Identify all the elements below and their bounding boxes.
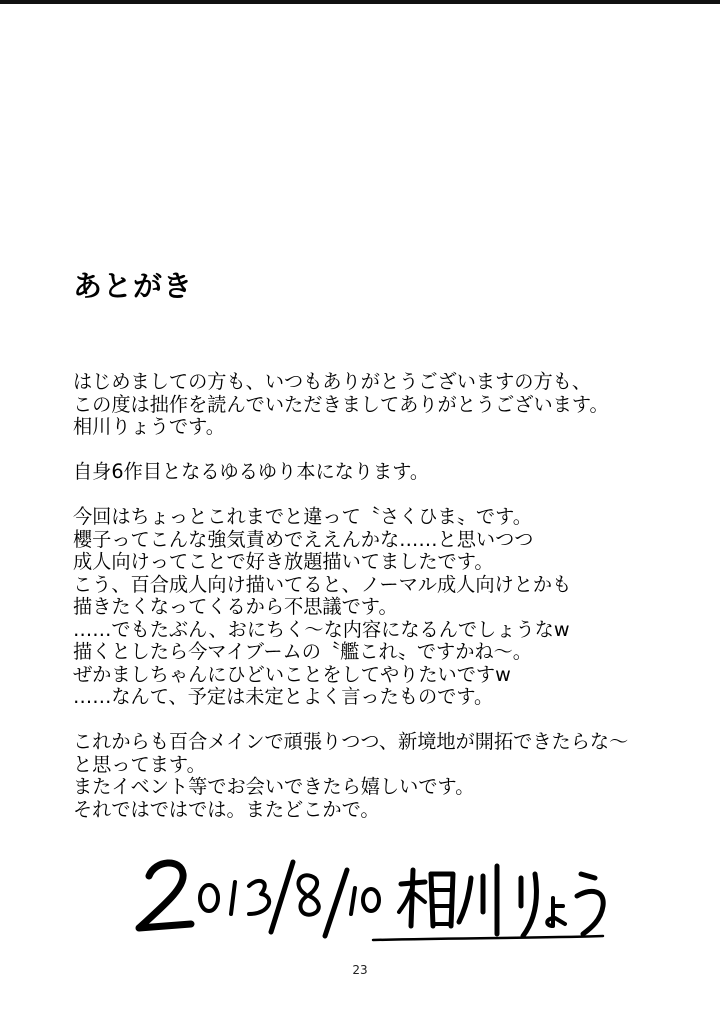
text-line: こう、百合成人向け描いてると、ノーマル成人向けとかも (73, 572, 572, 596)
text-line: ぜかましちゃんにひどいことをしてやりたいですw (73, 662, 511, 686)
text-line: ……でもたぶん、おにちく～な内容になるんでしょうなw (73, 617, 570, 641)
text-line: 描くとしたら今マイブームの〝艦これ〟ですかね～。 (73, 640, 532, 663)
text-line: ……なんて、予定は未定とよく言ったものです。 (73, 685, 494, 708)
top-border-line (0, 0, 720, 4)
text-line: この度は拙作を読んでいただきましてありがとうございます。 (73, 392, 609, 416)
paragraph-content-notes (73, 506, 713, 709)
text-line: はじめましての方も、いつもありがとうございますの方も、 (73, 370, 592, 393)
text-line: と思ってます。 (73, 752, 206, 776)
page-number: 23 (352, 963, 368, 977)
text-line: それではではでは。またどこかで。 (73, 797, 380, 821)
text-line: 描きたくなってくるから不思議です。 (73, 595, 398, 618)
paragraph-greeting (73, 371, 713, 439)
page-title: あとがき (73, 269, 194, 303)
afterword-body (73, 371, 713, 821)
paragraph-book-info (73, 461, 713, 484)
text-line: 相川りょうです。 (73, 415, 225, 438)
text-line: またイベント等でお会いできたら嬉しいです。 (73, 775, 475, 798)
text-line: 自身6作目となるゆるゆり本になります。 (73, 460, 430, 483)
paragraph-closing (73, 731, 713, 821)
text-line: 櫻子ってこんな強気責めでええんかな……と思いつつ (73, 527, 534, 551)
handwritten-signature (125, 848, 625, 948)
text-line: 今回はちょっとこれまでと違って〝さくひま〟です。 (73, 505, 532, 528)
text-line: これからも百合メインで頑張りつつ、新境地が開拓できたらな～ (73, 730, 629, 753)
text-line: 成人向けってことで好き放題描いてましたです。 (73, 550, 494, 573)
